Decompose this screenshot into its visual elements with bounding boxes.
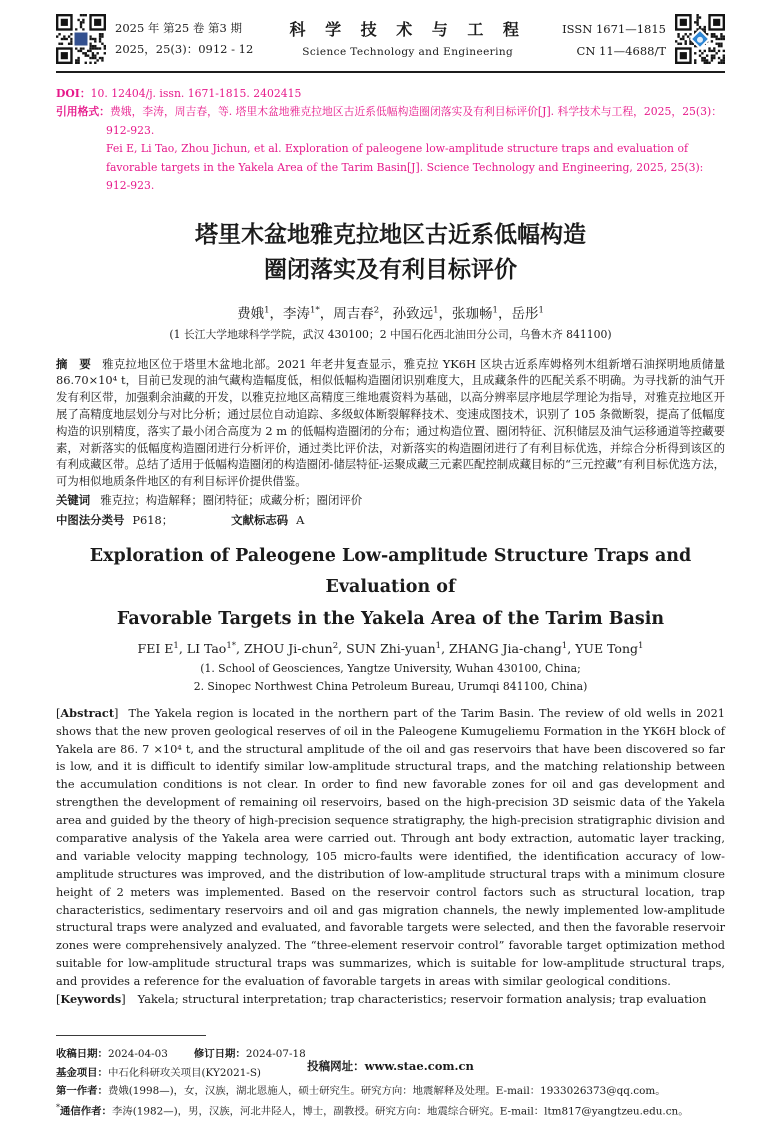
keywords-cn-text: 雅克拉；构造解释；圈闭特征；成藏分析；圈闭评价: [100, 492, 363, 507]
affiliation-en-line1: (1. School of Geosciences, Yangtze University, Wuhan 430100, China;: [200, 661, 581, 675]
citation-cn: [56, 103, 725, 140]
author: 岳彤$^1$: [511, 305, 544, 322]
footnote-divider: [56, 1035, 206, 1036]
qr-logo-icon: [73, 31, 90, 48]
first-author-label: 第一作者：: [56, 1085, 108, 1098]
submission-label: 投稿网址：: [307, 1059, 365, 1073]
author: 张珈畅$^1$，: [452, 305, 512, 322]
qr-code-left: [56, 14, 106, 64]
keywords-en-label: Keywords: [60, 991, 122, 1006]
clc-value: P618；: [132, 512, 174, 527]
journal-title-en: Science Technology and Engineering: [302, 46, 514, 58]
affiliation-en-line2: 2. Sinopec Northwest China Petroleum Bureau, Urumqi 841100, China): [193, 680, 588, 694]
submission-line: [0, 1058, 781, 1074]
keywords-cn-label: 关键词: [56, 492, 91, 507]
page-title: [56, 218, 725, 288]
affiliation-cn: (1 长江大学地球科学学院，武汉 430100；2 中国石化西北油田分公司，乌鲁木齐 841100): [169, 327, 612, 341]
abstract-cn: [56, 356, 725, 490]
author: 费娥$^1$，: [237, 305, 284, 322]
author: ZHOU Ji-chun$^2$,: [243, 640, 347, 656]
keywords-cn: [56, 492, 725, 509]
issue-info: [115, 18, 253, 61]
keywords-en: [Keywords] Yakela; structural interpretation; trap characteristics; reservoir formation analysis; trap evaluation: [56, 991, 707, 1006]
corresponding-label: 通信作者：: [60, 1105, 112, 1118]
abstract-cn-text: 雅克拉地区位于塔里木盆地北部。2021 年老井复查显示，雅克拉 YK6H 区块古近系库姆格列木组新增石油探明地质储量 86.70×10⁴ t，目前已发现的油气藏构造幅度低，相似低幅构造圈闭识别难度大，且成藏条件的匹配关系不明确。为寻找新的油气开发有利区带，加强剩余油藏的开发，以雅克拉地区高精度三维地震资料为基础，以高分辨率层序地层学理论为指导，对雅克拉地区开展了高精度地层划分与对比分析；通过层位自动追踪、多级蚁体断裂解释技术、变速成图技术，识别了 105 条微断裂，提高了低幅度构造的识别精度，落实了最小闭合高度为 2 m 的低幅构造圈闭的分布；通过构造位置、圈闭特征、沉积储层及油气运移通道等控藏要素，对新落实的低幅度构造圈闭进行分析评价，通过类比评价法，对新落实的构造圈闭进行了有利目标优选，并综合分析得到该区的有利成藏区带。总结了适用于低幅构造圈闭的构造圈闭-储层特征-运聚成藏三元素匹配控制成藏目标的“三元控藏”有利目标优选方法，可为相似地质条件地区的有利目标评价提供借鉴。: [56, 356, 725, 489]
revised-date: 2024-07-18: [245, 1047, 306, 1060]
revised-label: 修订日期：: [193, 1047, 246, 1060]
footnote-block: [56, 1035, 725, 1121]
journal-title-cn: 科 学 技 术 与 工 程: [289, 20, 526, 39]
title-en-line2: Favorable Targets in the Yakela Area of the Tarim Basin: [116, 608, 665, 629]
author: 李涛$^{1*}$，: [283, 305, 334, 322]
clc-label: 中图法分类号: [56, 512, 125, 527]
journal-title-block: [290, 17, 526, 58]
author: FEI $E^1$,: [137, 640, 187, 656]
author: LI Tao$^{1*}$,: [186, 640, 244, 656]
issn: ISSN 1671—1815: [562, 21, 666, 36]
first-author-line: [56, 1082, 725, 1101]
first-author-text: 费娥(1998—)，女，汉族，湖北恩施人，硕士研究生。研究方向：地震解释及处理。E-mail：1933026373@qq.com。: [107, 1085, 666, 1098]
abstract-en-text: The Yakela region is located in the northern part of the Tarim Basin. The review of old wells in 2021 shows that the new proven geological reserves of oil in the Paleogene Kumugeliemu Formation in the YK6H block of Yakela are 86. 7 ×10⁴ t, and the structural amplitude of the oil and gas reservoirs that have been discovered so far is low, and it is difficult to identify similar low-amplitude structural traps, and the matching relationship between the accumulation conditions is not clear. In order to find new favorable zones for oil and gas development and strengthen the development of remaining oil reservoirs, based on the high-precision 3D seismic data of the Yakela area and guided by the theory of high-precision sequence stratigraphy, the high-precision stratigraphic division and comparative analysis of the Yakela area were carried out. Through ant body extraction, automatic layer tracking, and variable velocity mapping technology, 105 micro-faults were identified, the identification accuracy of low-amplitude structures was improved, and the distribution of low-amplitude structural traps with a minimum closure height of 2 meters was implemented. Based on the reservoir control factors such as structural location, trap characteristics, sedimentary reservoirs and oil and gas migration channels, the newly implemented low-amplitude structural traps were analyzed and evaluated, and favorable targets were selected, and then the favorable reservoir zones were comprehensively analyzed. The “three-element reservoir control” favorable target optimization method suitable for low-amplitude structural traps was summarizes, which is suitable for low-amplitude structural traps, and provides a reference for the evaluation of favorable targets in areas with similar geological conditions.: [56, 706, 725, 989]
author: 周吉春$^2$，: [333, 305, 393, 322]
citation-label: 引用格式：: [56, 105, 110, 118]
doi-label: DOI：: [56, 87, 91, 100]
abstract-en: [Abstract] The Yakela region is located in the northern part of the Tarim Basin. The review of old wells in 2021 shows that the new proven geological reserves of oil in the Paleogene Kumugeliemu Formation in the YK6H block of Yakela are 86. 7 ×10⁴ t, and the structural amplitude of the oil and gas reservoirs that have been discovered so far is low, and it is difficult to identify similar low-amplitude structural traps, and the matching relationship between the accumulation conditions is not clear. In order to find new favorable zones for oil and gas development and strengthen the development of remaining oil reservoirs, based on the high-precision 3D seismic data of the Yakela area and guided by the theory of high-precision sequence stratigraphy, the high-precision stratigraphic division and comparative analysis of the Yakela area were carried out. Through ant body extraction, automatic layer tracking, and variable velocity mapping technology, 105 micro-faults were identified, the identification accuracy of low-amplitude structures was improved, and the distribution of low-amplitude structural traps with a minimum closure height of 2 meters was implemented. Based on the reservoir control factors such as structural location, trap characteristics, sedimentary reservoirs and oil and gas migration channels, the newly implemented low-amplitude structural traps were analyzed and evaluated, and favorable targets were selected, and then the favorable reservoir zones were comprehensively analyzed. The “three-element reservoir control” favorable target optimization method suitable for low-amplitude structural traps was summarizes, which is suitable for low-amplitude structural traps, and provides a reference for the evaluation of favorable targets in areas with similar geological conditions.: [56, 705, 725, 989]
clc-line: [56, 512, 725, 528]
authors-cn: [56, 302, 725, 322]
fund-text: 中石化科研攻关项目(KY2021-S): [107, 1066, 261, 1079]
corresponding-author-line: [56, 1101, 725, 1121]
received-label: 收稿日期：: [56, 1047, 108, 1060]
author: ZHANG Jia-chang$^1$,: [449, 640, 576, 656]
title-en-line1: Exploration of Paleogene Low-amplitude Structure Traps and Evaluation of: [89, 545, 692, 598]
doi-value: 10. 12404/j. issn. 1671-1815. 2402415: [90, 87, 302, 100]
submission-url: www.stae.com.cn: [364, 1059, 474, 1073]
doc-code-label: 文献标志码: [231, 512, 289, 527]
citation-en: Fei E, Li Tao, Zhou Jichun, et al. Exploration of paleogene low-amplitude structure traps and evaluation of favorable targets in the Yakela Area of the Tarim Basin[J]. Science Technology and Engineering, 2025, 25(3): 912-923.: [106, 142, 704, 193]
abstract-cn-label: 摘 要: [56, 356, 92, 371]
citation-cn-text: 费娥，李涛，周吉春，等. 塔里木盆地雅克拉地区古近系低幅构造圈闭落实及有利目标评价[J]. 科学技术与工程，2025，25(3)：912-923.: [106, 105, 723, 137]
journal-header: [56, 14, 725, 73]
abstract-en-label: Abstract: [60, 705, 115, 720]
title-cn-line1: 塔里木盆地雅克拉地区古近系低幅构造: [195, 221, 586, 248]
author: SUN Zhi-yuan$^1$,: [346, 640, 450, 656]
doc-code-value: A: [296, 512, 305, 527]
corresponding-text: 李涛(1982—)，男，汉族，河北井陉人，博士，副教授。研究方向：地震综合研究。E-mail：ltm817@yangtzeu.edu.cn。: [111, 1105, 689, 1118]
title-en: [56, 541, 725, 636]
received-date: 2024-04-03: [107, 1047, 168, 1060]
authors-en: [56, 640, 725, 655]
qr-code-right: [675, 14, 725, 64]
issue-line2: 2025，25(3)：0912 - 12: [115, 42, 254, 56]
issue-line1: 2025 年 第25 卷 第3 期: [115, 20, 242, 35]
affiliation-en: [56, 660, 725, 697]
doi-line: [56, 86, 725, 101]
fund-label: 基金项目：: [56, 1066, 108, 1079]
issn-block: [562, 18, 666, 63]
corresponding-star: *: [56, 1103, 60, 1113]
keywords-en-text: Yakela; structural interpretation; trap characteristics; reservoir formation analysis; trap evaluation: [137, 992, 707, 1006]
author: YUE Tong$^1$: [575, 640, 644, 656]
cn-number: CN 11—4688/T: [576, 44, 666, 58]
citation-block: [56, 103, 725, 196]
author: 孙致远$^1$，: [392, 305, 453, 322]
title-cn-line2: 圈闭落实及有利目标评价: [264, 256, 517, 283]
